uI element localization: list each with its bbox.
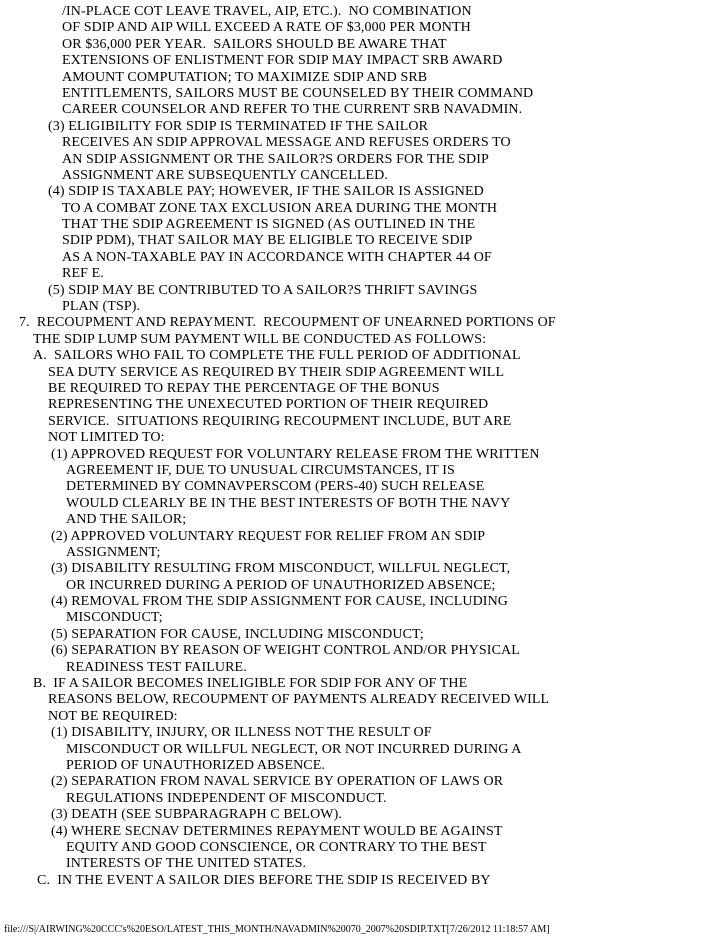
text-line: (2) SEPARATION FROM NAVAL SERVICE BY OPERATION OF LAWS OR: [51, 774, 504, 790]
text-line: RECEIVES AN SDIP APPROVAL MESSAGE AND REFUSES ORDERS TO: [62, 135, 511, 151]
text-line: THE SDIP LUMP SUM PAYMENT WILL BE CONDUCTED AS FOLLOWS:: [33, 331, 487, 347]
text-line: AND THE SAILOR;: [66, 512, 187, 528]
text-line: (2) APPROVED VOLUNTARY REQUEST FOR RELIEF FROM AN SDIP: [51, 528, 486, 544]
text-line: NOT LIMITED TO:: [48, 430, 165, 446]
text-line: EQUITY AND GOOD CONSCIENCE, OR CONTRARY TO THE BEST: [66, 839, 487, 855]
text-line: PLAN (TSP).: [62, 299, 141, 315]
text-line: REF E.: [62, 266, 104, 282]
text-line: (6) SEPARATION BY REASON OF WEIGHT CONTROL AND/OR PHYSICAL: [51, 643, 520, 659]
text-line: SDIP PDM), THAT SAILOR MAY BE ELIGIBLE TO RECEIVE SDIP: [62, 233, 473, 249]
text-line: REGULATIONS INDEPENDENT OF MISCONDUCT.: [66, 790, 387, 806]
text-line: (4) SDIP IS TAXABLE PAY; HOWEVER, IF THE SAILOR IS ASSIGNED: [48, 184, 484, 200]
text-line: /IN-PLACE COT LEAVE TRAVEL, AIP, ETC.). NO COMBINATION: [62, 4, 472, 19]
text-line: DETERMINED BY COMNAVPERSCOM (PERS-40) SUCH RELEASE: [66, 479, 485, 495]
text-line: AMOUNT COMPUTATION; TO MAXIMIZE SDIP AND SRB: [62, 69, 428, 85]
text-line: SERVICE. SITUATIONS REQUIRING RECOUPMENT INCLUDE, BUT ARE: [48, 413, 512, 429]
text-line: OF SDIP AND AIP WILL EXCEED A RATE OF $3,000 PER MONTH: [62, 20, 471, 36]
text-line: (1) APPROVED REQUEST FOR VOLUNTARY RELEASE FROM THE WRITTEN: [51, 446, 540, 462]
text-line: ASSIGNMENT;: [66, 544, 161, 560]
text-line: NOT BE REQUIRED:: [48, 708, 178, 724]
text-line: (4) REMOVAL FROM THE SDIP ASSIGNMENT FOR CAUSE, INCLUDING: [51, 594, 508, 610]
text-line: SEA DUTY SERVICE AS REQUIRED BY THEIR SDIP AGREEMENT WILL: [48, 364, 505, 380]
text-line: B. IF A SAILOR BECOMES INELIGIBLE FOR SDIP FOR ANY OF THE: [33, 676, 468, 692]
text-line: MISCONDUCT OR WILLFUL NEGLECT, OR NOT INCURRED DURING A: [66, 741, 522, 757]
text-line: REPRESENTING THE UNEXECUTED PORTION OF THEIR REQUIRED: [48, 397, 489, 413]
text-line: CAREER COUNSELOR AND REFER TO THE CURRENT SRB NAVADMIN.: [62, 102, 523, 118]
text-line: EXTENSIONS OF ENLISTMENT FOR SDIP MAY IMPACT SRB AWARD: [62, 53, 503, 69]
text-line: 7. RECOUPMENT AND REPAYMENT. RECOUPMENT OF UNEARNED PORTIONS OF: [19, 315, 556, 331]
file-path-footer: file:///S|/AIRWING%20CCC's%20ESO/LATEST_THIS_MONTH/NAVADMIN%20070_2007%20SDIP.TXT[7/26/2012 11:18:57 AM]: [4, 924, 550, 935]
text-line: OR INCURRED DURING A PERIOD OF UNAUTHORIZED ABSENCE;: [66, 577, 496, 593]
text-line: REASONS BELOW, RECOUPMENT OF PAYMENTS ALREADY RECEIVED WILL: [48, 692, 550, 708]
text-line: (4) WHERE SECNAV DETERMINES REPAYMENT WOULD BE AGAINST: [51, 823, 503, 839]
document-body: [0, 4, 728, 889]
text-line: OR $36,000 PER YEAR. SAILORS SHOULD BE AWARE THAT: [62, 36, 447, 52]
text-line: AS A NON-TAXABLE PAY IN ACCORDANCE WITH CHAPTER 44 OF: [62, 249, 492, 265]
text-line: (5) SEPARATION FOR CAUSE, INCLUDING MISCONDUCT;: [51, 626, 424, 642]
text-line: AN SDIP ASSIGNMENT OR THE SAILOR?S ORDERS FOR THE SDIP: [62, 151, 489, 167]
text-line: C. IN THE EVENT A SAILOR DIES BEFORE THE SDIP IS RECEIVED BY: [37, 872, 491, 888]
text-line: (1) DISABILITY, INJURY, OR ILLNESS NOT THE RESULT OF: [51, 725, 432, 741]
text-line: (3) DISABILITY RESULTING FROM MISCONDUCT, WILLFUL NEGLECT,: [51, 561, 511, 577]
text-line: PERIOD OF UNAUTHORIZED ABSENCE.: [66, 757, 325, 773]
text-line: INTERESTS OF THE UNITED STATES.: [66, 856, 307, 872]
text-line: READINESS TEST FAILURE.: [66, 659, 247, 675]
text-line: BE REQUIRED TO REPAY THE PERCENTAGE OF THE BONUS: [48, 380, 440, 396]
text-line: AGREEMENT IF, DUE TO UNUSUAL CIRCUMSTANCES, IT IS: [66, 462, 455, 478]
text-line: (5) SDIP MAY BE CONTRIBUTED TO A SAILOR?S THRIFT SAVINGS: [48, 282, 478, 298]
text-line: THAT THE SDIP AGREEMENT IS SIGNED (AS OUTLINED IN THE: [62, 217, 476, 233]
text-line: WOULD CLEARLY BE IN THE BEST INTERESTS OF BOTH THE NAVY: [66, 495, 511, 511]
text-line: ASSIGNMENT ARE SUBSEQUENTLY CANCELLED.: [62, 167, 388, 183]
text-line: (3) DEATH (SEE SUBPARAGRAPH C BELOW).: [51, 807, 342, 823]
text-line: MISCONDUCT;: [66, 610, 163, 626]
text-line: (3) ELIGIBILITY FOR SDIP IS TERMINATED IF THE SAILOR: [48, 118, 429, 134]
text-line: A. SAILORS WHO FAIL TO COMPLETE THE FULL PERIOD OF ADDITIONAL: [33, 348, 521, 364]
text-line: TO A COMBAT ZONE TAX EXCLUSION AREA DURING THE MONTH: [62, 200, 498, 216]
text-line: ENTITLEMENTS, SAILORS MUST BE COUNSELED BY THEIR COMMAND: [62, 85, 534, 101]
